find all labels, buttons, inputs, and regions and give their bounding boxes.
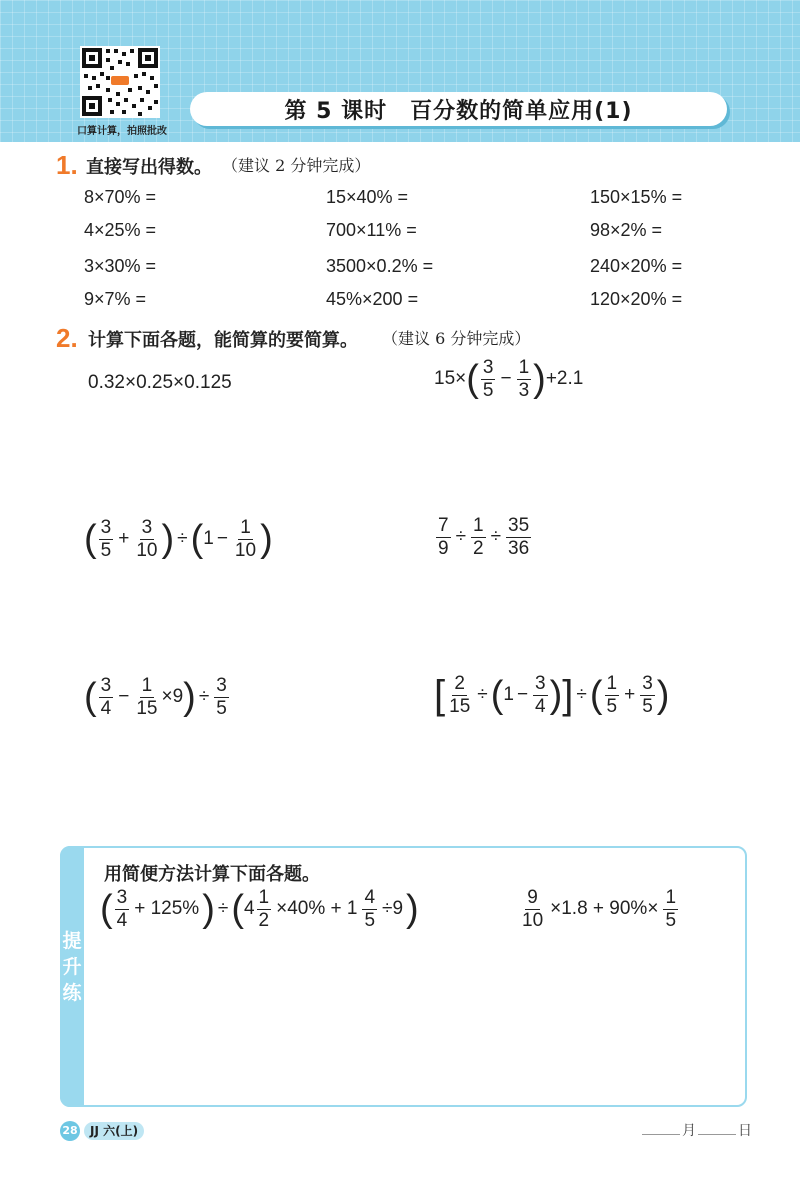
oral-item: 4×25% =	[84, 220, 157, 240]
side-label: 提升练	[62, 930, 82, 1004]
oral-item: 3500×0.2% =	[326, 256, 434, 276]
paren-open: (	[84, 676, 97, 719]
multiplier: ×9	[161, 686, 184, 708]
numerator: 1	[258, 887, 270, 908]
problem-2-tail: +2.1	[545, 368, 584, 390]
denominator: 5	[606, 695, 618, 717]
oral-item: 15×40% =	[326, 187, 409, 207]
fraction	[517, 358, 532, 401]
oral-item: 240×20% =	[590, 256, 683, 276]
fraction	[99, 676, 114, 719]
operator: +	[118, 528, 130, 550]
numerator: 4	[364, 887, 376, 908]
fraction	[257, 888, 272, 931]
qr-code[interactable]	[80, 46, 160, 118]
oral-item: 150×15% =	[590, 187, 683, 207]
paren-open: (	[466, 358, 479, 401]
denominator: 5	[642, 695, 653, 717]
oral-item: 9×7% =	[84, 289, 147, 309]
oral-item: 3×30% =	[84, 256, 157, 276]
numerator: 3	[100, 517, 112, 538]
operator: −	[118, 686, 130, 708]
denominator: 4	[535, 695, 546, 717]
date-field[interactable]	[640, 1120, 752, 1140]
problem-3	[84, 518, 273, 561]
denominator: 4	[100, 697, 112, 719]
paren-close: )	[202, 888, 215, 931]
grade-label: JJ 六(上)	[84, 1122, 144, 1140]
whole-number: 1	[503, 684, 514, 706]
problem-6	[434, 674, 669, 717]
operator: ÷	[177, 528, 188, 550]
fraction	[99, 518, 114, 561]
paren-close: )	[183, 676, 196, 719]
problem-2-lead: 15×	[434, 368, 467, 390]
paren-open: (	[84, 518, 97, 561]
denominator: 2	[473, 537, 484, 559]
oral-item: 700×11% =	[326, 220, 417, 240]
denominator: 4	[116, 909, 128, 931]
paren-close: )	[406, 888, 419, 931]
paren-open: (	[589, 674, 603, 717]
problem-5	[84, 676, 231, 719]
operator: ÷9	[382, 898, 404, 920]
fraction	[640, 674, 655, 717]
fraction	[447, 674, 472, 717]
section-1-hint: （建议 2 分钟完成）	[222, 156, 371, 175]
day-label: 日	[738, 1123, 752, 1139]
fraction	[214, 676, 229, 719]
section-1-number: 1.	[56, 150, 78, 180]
numerator: 7	[438, 515, 449, 536]
page-number: 28	[60, 1121, 80, 1141]
numerator: 1	[473, 515, 484, 536]
day-blank[interactable]	[698, 1134, 736, 1135]
bracket-open: [	[434, 673, 446, 718]
fraction	[362, 888, 377, 931]
numerator: 9	[527, 887, 538, 908]
numerator: 1	[240, 517, 251, 538]
denominator: 15	[449, 695, 471, 717]
denominator: 36	[508, 537, 530, 559]
operator: ÷	[477, 684, 488, 706]
denominator: 3	[518, 379, 530, 401]
fraction	[134, 676, 159, 719]
operator: −	[500, 368, 512, 390]
operator: ÷	[198, 686, 210, 708]
section-2-hint: （建议 6 分钟完成）	[382, 329, 531, 348]
month-label: 月	[682, 1123, 696, 1139]
operator: + 125%	[134, 898, 200, 920]
fraction	[533, 674, 548, 717]
section-1-title: 直接写出得数。	[86, 157, 212, 178]
fraction	[605, 674, 620, 717]
paren-open: (	[100, 888, 113, 931]
paren-open: (	[231, 888, 244, 931]
numerator: 3	[116, 887, 128, 908]
section-2-title: 计算下面各题，能简算的要简算。	[88, 330, 358, 351]
numerator: 1	[606, 673, 618, 694]
numerator: 3	[100, 675, 112, 696]
denominator: 5	[216, 697, 227, 719]
denominator: 10	[136, 539, 158, 561]
denominator: 10	[522, 909, 544, 931]
lesson-title: 第 5 课时 百分数的简单应用(1)	[284, 98, 633, 124]
problem-4	[434, 516, 533, 559]
numerator: 3	[216, 675, 227, 696]
fraction	[520, 888, 545, 931]
denominator: 10	[234, 539, 257, 561]
whole-number: 4	[243, 898, 255, 920]
numerator: 2	[454, 673, 465, 694]
qr-code-icon	[80, 46, 160, 118]
operator: ×40% + 1	[276, 898, 358, 920]
paren-close: )	[161, 518, 175, 561]
paren-open: (	[490, 674, 504, 717]
practice-box-title: 用简便方法计算下面各题。	[104, 864, 320, 885]
whole-number: 1	[203, 528, 214, 550]
operator: −	[516, 684, 529, 706]
fraction	[115, 888, 130, 931]
paren-close: )	[549, 674, 563, 717]
practice-problem-1	[100, 888, 419, 931]
oral-item: 8×70% =	[84, 187, 157, 207]
denominator: 5	[482, 379, 494, 401]
fraction	[663, 888, 678, 931]
denominator: 5	[364, 909, 376, 931]
oral-item: 120×20% =	[590, 289, 683, 309]
numerator: 3	[141, 517, 153, 538]
numerator: 1	[518, 357, 530, 378]
lesson-title-bar	[190, 92, 727, 126]
paren-close: )	[533, 358, 546, 401]
paren-open: (	[190, 518, 204, 561]
numerator: 3	[535, 673, 546, 694]
paren-close: )	[656, 674, 670, 717]
section-2-number: 2.	[56, 323, 78, 353]
numerator: 3	[642, 673, 653, 694]
fraction	[134, 518, 159, 561]
denominator: 5	[665, 909, 677, 931]
mixed-number	[244, 888, 273, 931]
denominator: 15	[136, 697, 158, 719]
numerator: 1	[665, 887, 677, 908]
numerator: 1	[141, 675, 153, 696]
practice-problem-2	[518, 888, 680, 931]
operator: −	[216, 528, 228, 550]
operator: ÷	[490, 526, 502, 548]
problem-1	[88, 372, 232, 394]
operator: +	[624, 684, 636, 706]
fraction	[471, 516, 486, 559]
fraction	[436, 516, 451, 559]
fraction	[233, 518, 258, 561]
qr-caption: 口算计算，拍照批改	[77, 126, 167, 137]
bracket-close: ]	[562, 673, 574, 718]
denominator: 5	[100, 539, 112, 561]
fraction	[481, 358, 496, 401]
oral-item: 98×2% =	[590, 220, 663, 240]
oral-item: 45%×200 =	[326, 289, 419, 309]
denominator: 9	[438, 537, 449, 559]
paren-close: )	[260, 518, 273, 561]
month-blank[interactable]	[642, 1134, 680, 1135]
problem-2	[434, 358, 583, 401]
problem-1-expr: 0.32×0.25×0.125	[88, 372, 232, 393]
numerator: 3	[482, 357, 494, 378]
denominator: 2	[258, 909, 270, 931]
operator: ×1.8 + 90%×	[550, 898, 659, 920]
operator: ÷	[455, 526, 467, 548]
fraction	[506, 516, 531, 559]
operator: ÷	[217, 898, 229, 920]
operator: ÷	[576, 684, 587, 706]
numerator: 35	[508, 515, 530, 536]
